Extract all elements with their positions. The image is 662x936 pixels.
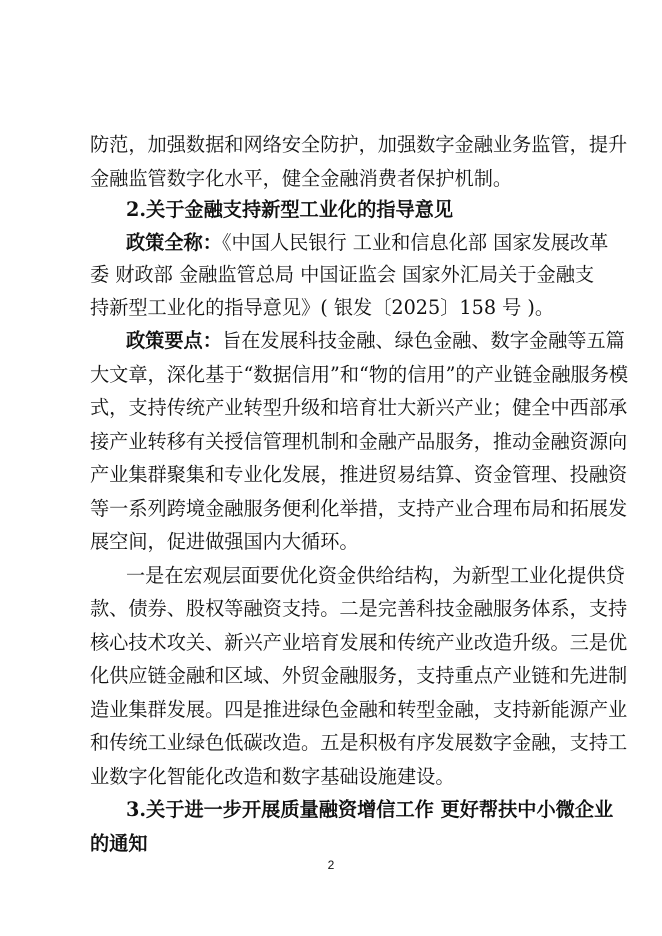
body-text-line: 式，支持传统产业转型升级和培育壮大新兴产业；健全中西部承 [90, 396, 628, 419]
body-text-line: 一是在宏观层面要优化资金供给结构，为新型工业化提供贷 [126, 564, 625, 587]
body-text-line: 款、债券、股权等融资支持。二是完善科技金融服务体系，支持 [90, 597, 628, 620]
policy-fullname-text: 《中国人民银行 工业和信息化部 国家发展改革 [221, 231, 609, 254]
policy-fullname-label: 政策全称： [126, 231, 222, 254]
page-number: 2 [327, 858, 335, 872]
body-text-line: 业数字化智能化改造和数字基础设施建设。 [90, 765, 455, 788]
policy-points-line [126, 326, 625, 356]
body-text-line: 和传统工业绿色低碳改造。五是积极有序发展数字金融，支持工 [90, 731, 628, 754]
body-text-line: 核心技术攻关、新兴产业培育发展和传统产业改造升级。三是优 [90, 631, 628, 654]
body-text-line: 大文章，深化基于“数据信用”和“物的信用”的产业链金融服务模 [90, 363, 629, 386]
body-text-line: 委 财政部 金融监管总局 中国证监会 国家外汇局关于金融支 [90, 263, 595, 286]
body-text-line: 接产业转移有关授信管理机制和金融产品服务，推动金融资源向 [90, 430, 628, 453]
body-text-line: 化供应链金融和区域、外贸金融服务，支持重点产业链和先进制 [90, 664, 628, 687]
section-heading-continued: 的通知 [90, 832, 148, 855]
section-heading: 2.关于金融支持新型工业化的指导意见 [126, 198, 454, 221]
policy-points-label: 政策要点： [126, 329, 222, 352]
body-text-line: 防范，加强数据和网络安全防护，加强数字金融业务监管，提升 [90, 133, 628, 156]
body-text-line: 等一系列跨境金融服务便利化举措，支持产业合理布局和拓展发 [90, 497, 628, 520]
body-text-line: 展空间，促进做强国内大循环。 [90, 530, 359, 553]
body-text-line: 造业集群发展。四是推进绿色金融和转型金融，支持新能源产业 [90, 698, 628, 721]
policy-fullname-line [126, 228, 609, 258]
body-text-line: 持新型工业化的指导意见》( 银发〔2025〕158 号 )。 [90, 296, 555, 319]
body-text-line: 产业集群聚集和专业化发展，推进贸易结算、资金管理、投融资 [90, 463, 628, 486]
body-text-line: 金融监管数字化水平，健全金融消费者保护机制。 [90, 167, 513, 190]
section-heading: 3.关于进一步开展质量融资增信工作 更好帮扶中小微企业 [126, 798, 614, 821]
policy-points-text: 旨在发展科技金融、绿色金融、数字金融等五篇 [221, 329, 625, 352]
